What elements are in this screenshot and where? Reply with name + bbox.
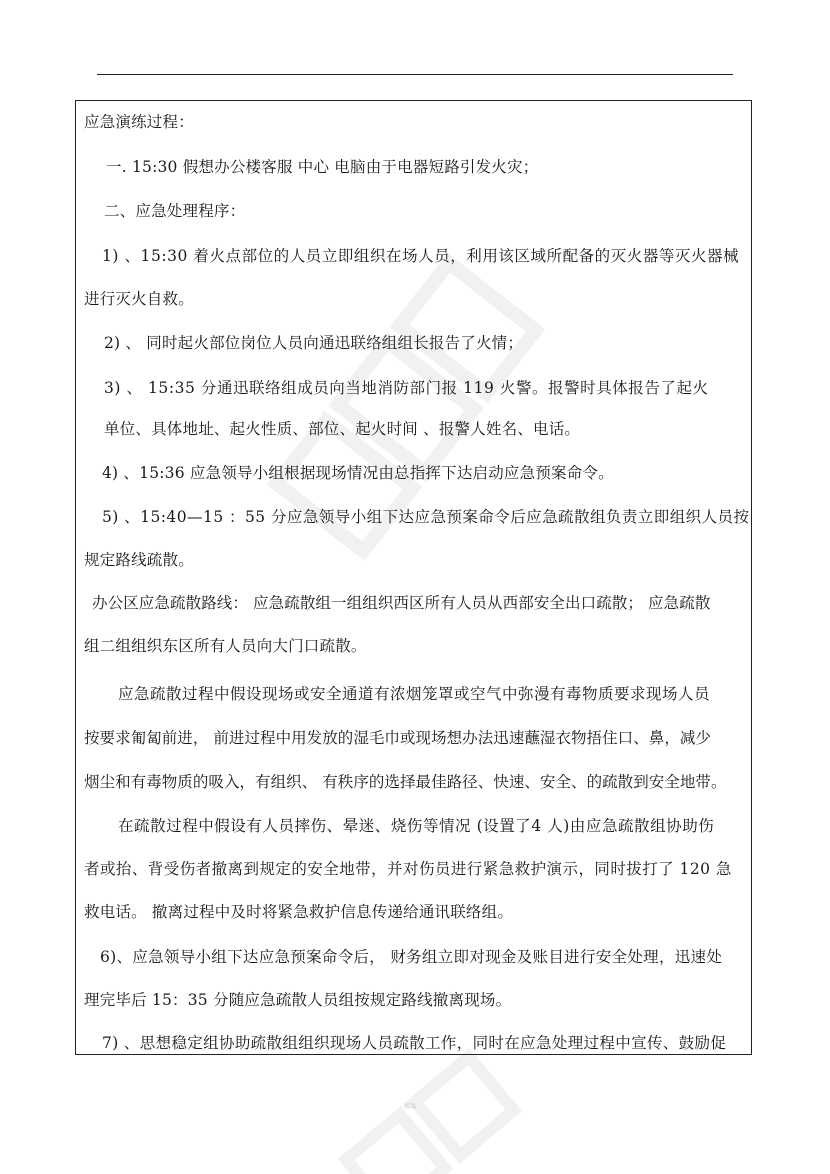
paragraph-line: 组二组组织东区所有人员向大门口疏散。 [84,637,367,655]
paragraph-line: 2) 、 同时起火部位岗位人员向通迅联络组组长报告了火情； [104,334,524,352]
paragraph-line: 理完毕后 15：35 分随应急疏散人员组按规定路线撤离现场。 [84,991,512,1009]
paragraph-line: 1) 、15:30 着火点部位的人员立即组织在场人员，利用该区域所配备的灭火器等灭火器械 [102,247,740,265]
paragraph-line: 6)、应急领导小组下达应急预案命令后， 财务组立即对现金及账目进行安全处理，迅速处 [100,948,723,966]
paragraph-line: 单位、具体地址、起火性质、部位、起火时间 、报警人姓名、电话。 [104,420,581,438]
paragraph-line: 5) 、15:40—15 ：55 分应急领导小组下达应急预案命令后应急疏散组负责立即组织人员按 [102,508,750,526]
section-heading: 应急演练过程： [84,113,194,131]
paragraph-line: 办公区应急疏散路线： 应急疏散组一组组织西区所有人员从西部安全出口疏散； 应急疏散 [92,594,711,612]
paragraph-line: 7) 、思想稳定组协助疏散组组织现场人员疏散工作，同时在应急处理过程中宣传、鼓励促 [102,1034,727,1052]
paragraph-line: 一. 15:30 假想办公楼客服 中心 电脑由于电器短路引发火灾； [106,158,539,176]
paragraph-line: 进行灭火自救。 [84,290,194,308]
paragraph-line: 在疏散过程中假设有人员摔伤、晕迷、烧伤等情况 (设置了4 人)由应急疏散组协助伤 [118,817,715,835]
paragraph-line: 救电话。 撤离过程中及时将紧急救护信息传递给通讯联络组。 [84,903,514,921]
paragraph-line: 4) 、15:36 应急领导小组根据现场情况由总指挥下达启动应急预案命令。 [102,464,614,482]
paragraph-line: 者或抬、背受伤者撤离到规定的安全地带，并对伤员进行紧急救护演示，同时拔打了 120 急 [84,860,732,878]
paragraph-line: 二、应急处理程序： [104,202,246,220]
paragraph-line: 3) 、 15:35 分通迅联络组成员向当地消防部门报 119 火警。报警时具体报告了起火 [104,379,709,397]
page-footer-text: 精品 [404,1103,417,1110]
paragraph-line: 按要求匍匐前进， 前进过程中用发放的湿毛巾或现场想办法迅速蘸湿衣物捂住口、鼻，减少 [84,729,711,747]
content-box [75,100,752,1055]
paragraph-line: 应急疏散过程中假设现场或安全通道有浓烟笼罩或空气中弥漫有毒物质要求现场人员 [118,685,711,703]
header-rule [97,74,733,75]
watermark-logo-lower [332,1043,528,1174]
paragraph-line: 规定路线疏散。 [84,551,194,569]
paragraph-line: 烟尘和有毒物质的吸入，有组织、 有秩序的选择最佳路径、快速、安全、的疏散到安全地带。 [84,773,727,791]
